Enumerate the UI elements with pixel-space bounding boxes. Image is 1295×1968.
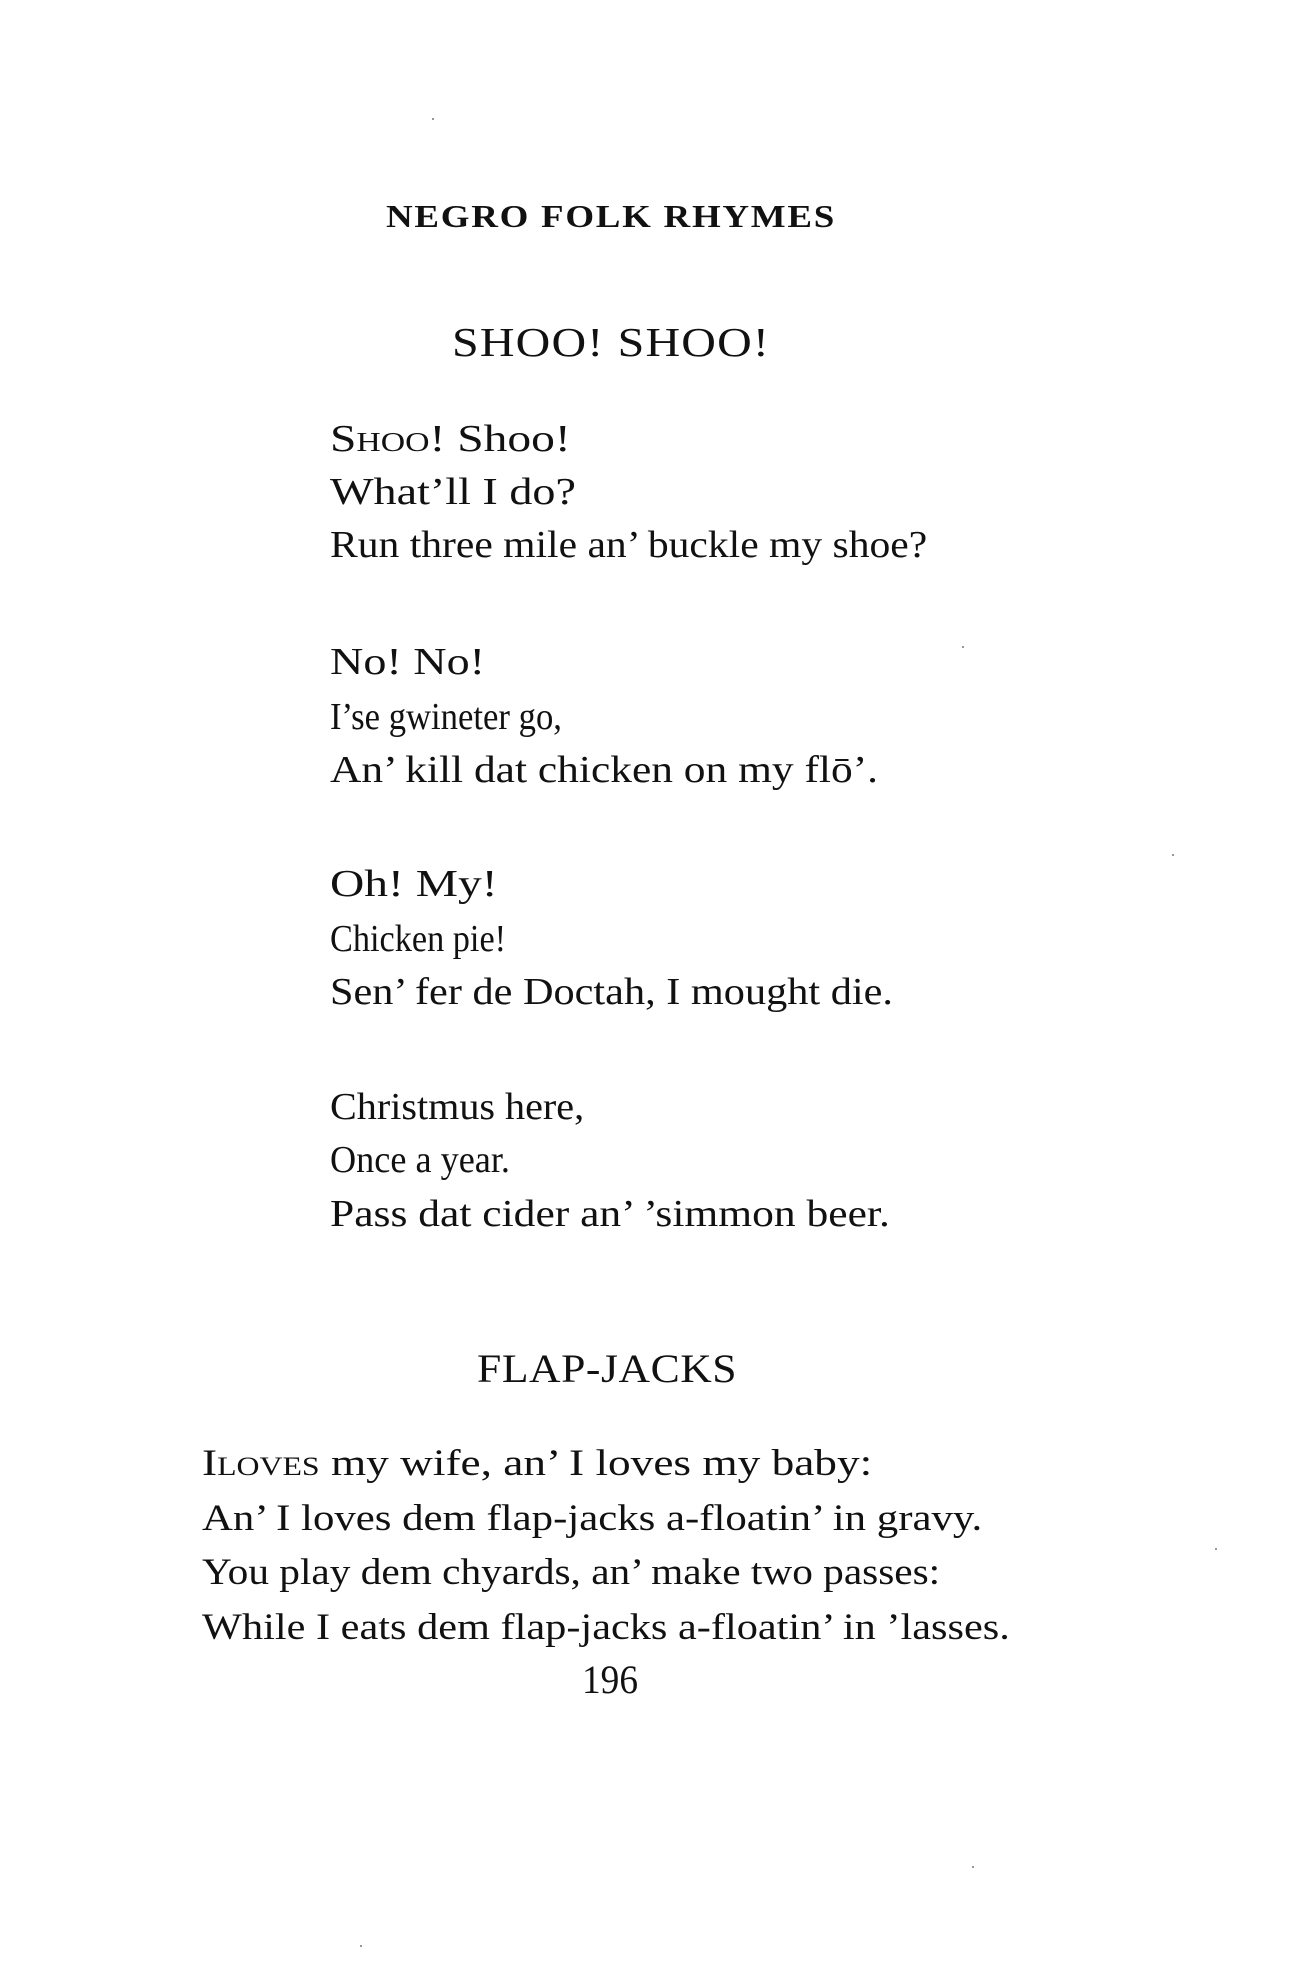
scan-speck — [962, 646, 964, 648]
small-caps-word: loves — [217, 1443, 320, 1484]
verse-line: What’ll I do? — [330, 471, 576, 513]
verse-line — [330, 420, 571, 458]
verse-line: You play dem chyards, an’ make two passes: — [202, 1552, 941, 1593]
verse-line: Run three mile an’ buckle my shoe? — [330, 524, 928, 566]
verse-line — [202, 1445, 872, 1482]
scan-speck — [1172, 854, 1174, 856]
verse-line: Christmus here, — [330, 1086, 585, 1128]
verse-line: No! No! — [330, 641, 486, 683]
verse-line: While I eats dem flap-jacks a-floatin’ in ’lasses. — [202, 1607, 1010, 1648]
verse-line: Once a year. — [330, 1139, 510, 1181]
small-caps-word: hoo — [356, 418, 430, 460]
verse-line: Oh! My! — [330, 863, 498, 905]
verse-line: An’ I loves dem flap-jacks a-floatin’ in gravy. — [202, 1498, 983, 1539]
verse-line: An’ kill dat chicken on my flō’. — [330, 749, 879, 791]
drop-initial: I — [202, 1443, 218, 1484]
page-number: 196 — [582, 1657, 638, 1702]
verse-line-rest: my wife, an’ I loves my baby: — [319, 1443, 873, 1484]
scan-speck — [360, 1945, 362, 1947]
verse-line-rest: ! Shoo! — [429, 418, 571, 460]
verse-line: Sen’ fer de Doctah, I mought die. — [330, 971, 893, 1013]
running-head: NEGRO FOLK RHYMES — [386, 198, 837, 234]
poem-title-flap-jacks: FLAP-JACKS — [477, 1346, 738, 1391]
scan-speck — [1215, 1548, 1217, 1550]
verse-line: Pass dat cider an’ ’simmon beer. — [330, 1193, 890, 1235]
drop-initial: S — [330, 418, 357, 460]
poem-title-shoo-shoo: SHOO! SHOO! — [452, 319, 771, 365]
verse-line: Chicken pie! — [330, 918, 507, 960]
verse-line: I’se gwineter go, — [330, 696, 562, 738]
scan-speck — [972, 1866, 974, 1868]
scan-speck — [432, 118, 434, 120]
